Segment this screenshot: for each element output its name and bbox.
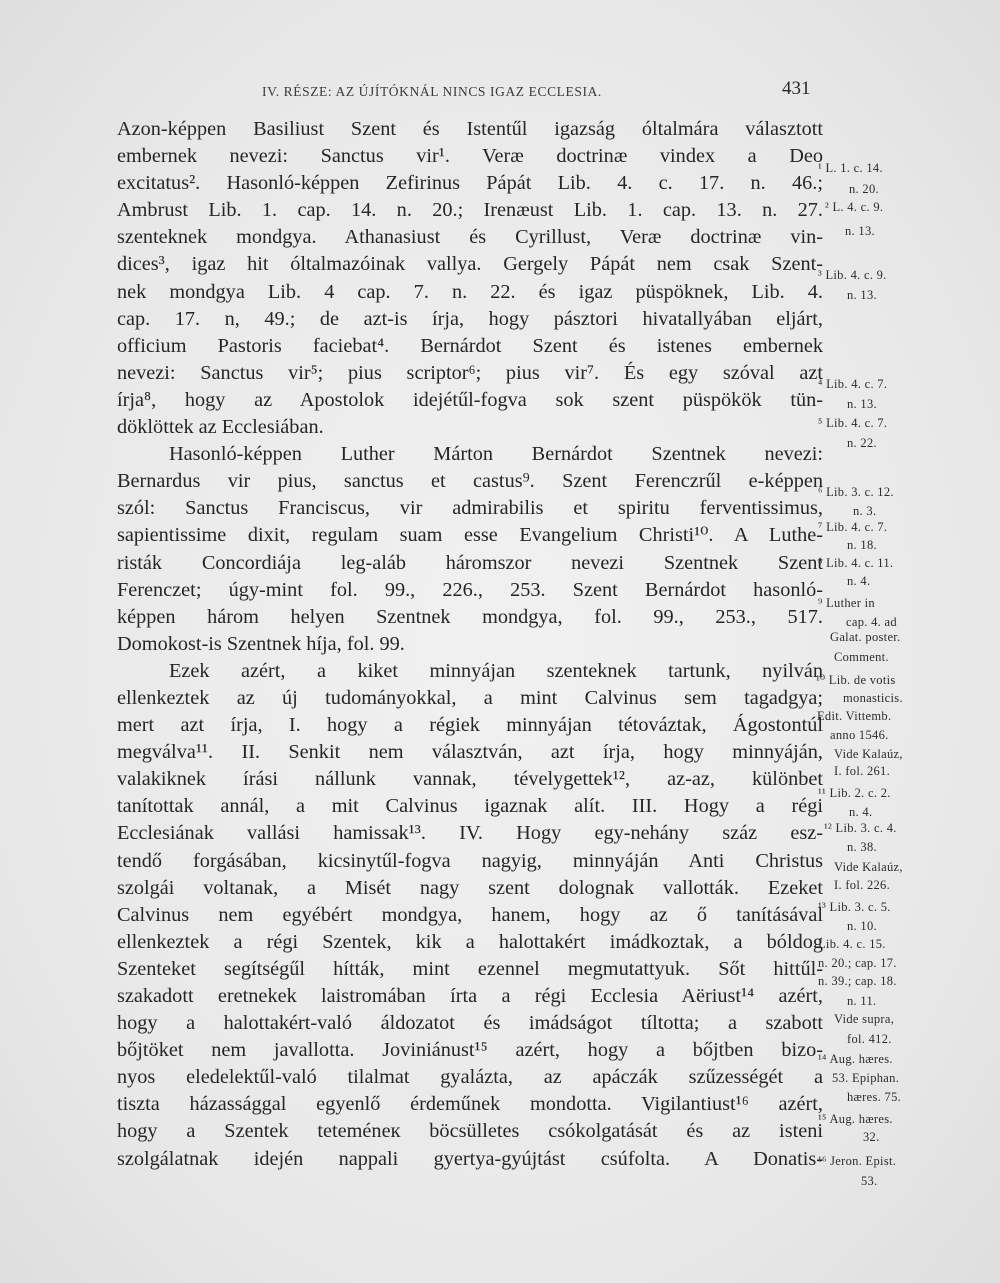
text-line: mert azt írja, I. hogy a régiek minnyájan tétováztak, Ágostontúl xyxy=(117,714,823,737)
text-line: hogy a halottakért-való áldozatot és imádságot tíltotta; a szabott xyxy=(117,1012,823,1035)
margin-note: ¹⁶ Jeron. Epist. xyxy=(818,1154,897,1168)
margin-note: ¹ L. 1. c. 14. xyxy=(818,161,883,175)
margin-note: fol. 412. xyxy=(847,1032,892,1046)
margin-note: ¹⁵ Aug. hæres. xyxy=(818,1112,893,1126)
margin-note: n. 3. xyxy=(853,504,877,518)
margin-note: n. 18. xyxy=(847,538,877,552)
text-line: nek mondgya Lib. 4 cap. 7. n. 22. és igaz püspöknek, Lib. 4. xyxy=(117,280,823,303)
text-line: szolgálatnak idején nappali gyertya-gyújtást csúfolta. A Donatis- xyxy=(117,1147,823,1170)
margin-note: I. fol. 226. xyxy=(834,878,891,892)
text-line: szól: Sanctus Franciscus, vir admirabilis et spiritu ferventissimus, xyxy=(117,497,823,520)
margin-note: 53. Epiphan. xyxy=(832,1071,900,1085)
text-line: excitatus². Hasonló-képpen Zefirinus Pápát Lib. 4. c. 17. n. 46.; xyxy=(117,172,823,195)
margin-note: Vide supra, xyxy=(834,1012,895,1026)
margin-note: ¹² Lib. 3. c. 4. xyxy=(824,821,897,835)
margin-note: Vide Kalaúz, xyxy=(834,747,903,761)
text-line: tendő forgásában, kicsinytűl-fogva nagyig, minnyáján Anti Christus xyxy=(117,849,823,872)
margin-note: ⁹ Luther in xyxy=(818,596,875,610)
margin-note: Edit. Vittemb. xyxy=(817,709,892,723)
main-text-block xyxy=(117,116,823,1173)
text-line: embernek nevezi: Sanctus vir¹. Veræ doctrinæ vindex a Deo xyxy=(117,145,823,168)
margin-note: ³ Lib. 4. c. 9. xyxy=(818,268,887,282)
text-line: szenteknek mondgya. Athanasiust és Cyrillust, Veræ doctrinæ vin- xyxy=(117,226,823,249)
margin-note: n. 22. xyxy=(847,436,877,450)
margin-note: n. 13. xyxy=(845,224,875,238)
text-line: Ecclesiának vallási hamissak¹³. IV. Hogy egy-nehány száz esz- xyxy=(117,822,823,845)
text-line: nyos eledelektűl-való tilalmat gyalázta, az apáczák szűzességét a xyxy=(117,1066,823,1089)
margin-note: anno 1546. xyxy=(830,728,889,742)
margin-note: ⁶ Lib. 3. c. 12. xyxy=(818,485,894,499)
text-line: Szenteket segítségűl hítták, mint ezennel megmutattyuk. Sőt hittűl- xyxy=(117,957,823,980)
margin-note: Lib. 4. c. 15. xyxy=(818,937,886,951)
margin-note: n. 39.; cap. 18. xyxy=(818,974,897,988)
text-line: döklöttek az Ecclesiában. xyxy=(117,416,324,439)
text-line: Azon-képpen Basiliust Szent és Istentűl igazság óltalmára választott xyxy=(117,118,823,140)
text-line: sapientissime dixit, regulam suam esse Evangelium Christi¹⁰. A Luthe- xyxy=(117,524,823,547)
text-line: nevezi: Sanctus vir⁵; pius scriptor⁶; pius vir⁷. És egy szóval azt xyxy=(117,361,823,384)
margin-note: ⁴ Lib. 4. c. 7. xyxy=(818,377,888,391)
margin-note: n. 20. xyxy=(849,182,879,196)
margin-note: cap. 4. ad xyxy=(846,615,897,629)
text-line: ellenkeztek a régi Szentek, kik a halottakért imádkoztak, a bóldog xyxy=(117,930,823,953)
margin-note: ¹⁴ Aug. hæres. xyxy=(818,1052,893,1066)
text-line: hogy a Szentek teteméneк böcsülletes csókolgatását és az isteni xyxy=(117,1120,823,1143)
margin-note: ⁵ Lib. 4. c. 7. xyxy=(818,416,888,430)
margin-note: Comment. xyxy=(834,650,889,664)
margin-note: hæres. 75. xyxy=(847,1090,902,1104)
margin-note: ¹³ Lib. 3. c. 5. xyxy=(818,900,891,914)
margin-note: n. 10. xyxy=(847,919,877,933)
margin-note: n. 38. xyxy=(847,840,877,854)
text-line: officium Pastoris faciebat⁴. Bernárdot Szent és istenes embernek xyxy=(117,334,823,357)
margin-note: ¹¹ Lib. 2. c. 2. xyxy=(818,786,891,800)
margin-note: Vide Kalaúz, xyxy=(834,860,903,874)
text-line: szakadott eretnekek laistromában írta a régi Ecclesia Aëriust¹⁴ azért, xyxy=(117,985,823,1007)
margin-note: n. 20.; cap. 17. xyxy=(818,956,897,970)
margin-note: monasticis. xyxy=(843,691,903,705)
margin-note: 32. xyxy=(863,1130,880,1144)
text-line: ellenkeztek az új tudományokkal, a mint Calvinus sem tagadgya; xyxy=(117,686,823,709)
text-line: írja⁸, hogy az Apostolok idejétűl-fogva sok szent püspökök tün- xyxy=(117,388,823,411)
text-line: Ambrust Lib. 1. cap. 14. n. 20.; Irenæust Lib. 1. cap. 13. n. 27. xyxy=(117,199,823,222)
margin-note: n. 4. xyxy=(847,574,871,588)
text-line: valakiknek írási nállunk vannak, tévelygettek¹², az-az, különbet xyxy=(117,768,823,791)
text-line: Domokost-is Szentnek híja, fol. 99. xyxy=(117,632,405,655)
text-line: tanítottak annál, a mit Calvinus igaznak alít. III. Hogy a régi xyxy=(117,795,823,818)
margin-note: n. 13. xyxy=(847,397,877,411)
text-line: dices³, igaz hit óltalmazóinak vallya. Gergely Pápát nem csak Szent- xyxy=(117,253,823,276)
text-line: cap. 17. n, 49.; de azt-is írja, hogy pásztori hivatallyában eljárt, xyxy=(117,307,823,330)
text-line: Ferenczet; úgy-mint fol. 99., 226., 253. Szent Bernárdot hasonló- xyxy=(117,578,823,601)
text-line: tiszta házassággal egyenlő érdeműnek mondotta. Vigilantiust¹⁶ azért, xyxy=(117,1093,823,1116)
text-line: szolgái voltanak, a Misét nagy szent dolognak vallották. Ezeket xyxy=(117,876,823,899)
text-line: képpen három helyen Szentnek mondgya, fol. 99., 253., 517. xyxy=(117,605,823,628)
margin-note: ² L. 4. c. 9. xyxy=(825,200,884,214)
paragraph-start-line: Hasonló-képpen Luther Márton Bernárdot Szentnek nevezi: xyxy=(169,443,823,466)
text-line: Bernardus vir pius, sanctus et castus⁹. Szent Ferenczrűl e-képpen xyxy=(117,470,823,493)
margin-note: ¹⁰ Lib. de votis xyxy=(816,673,896,687)
margin-note: Galat. poster. xyxy=(830,630,901,644)
page-number: 431 xyxy=(782,78,811,99)
margin-note: n. 11. xyxy=(847,994,877,1008)
margin-note: ⁷ Lib. 4. c. 7. xyxy=(818,520,888,534)
text-line: risták Concordiája leg-aláb háromszor nevezi Szentnek Szent xyxy=(117,551,823,574)
margin-note: I. fol. 261. xyxy=(834,764,891,778)
margin-note: ⁸ Lib. 4. c. 11. xyxy=(818,556,894,570)
margin-note: 53. xyxy=(861,1174,878,1188)
text-line: bőjtöket nem javallotta. Joviniánust¹⁵ azért, hogy a bőjtben bizo- xyxy=(117,1039,823,1062)
running-title: IV. RÉSZE: AZ ÚJÍTÓKNÁL NINCS IGAZ ECCLESIA. xyxy=(262,84,602,99)
paragraph-start-line: Ezek azért, a kiket minnyájan szenteknek tartunk, nyilván xyxy=(169,659,823,682)
text-line: megválva¹¹. II. Senkit nem választván, azt írja, hogy minnyáján, xyxy=(117,741,823,764)
margin-note: n. 4. xyxy=(849,805,873,819)
text-line: Calvinus nem egyébért mondgya, hanem, hogy az ő tanításával xyxy=(117,903,823,926)
margin-note: n. 13. xyxy=(847,288,877,302)
